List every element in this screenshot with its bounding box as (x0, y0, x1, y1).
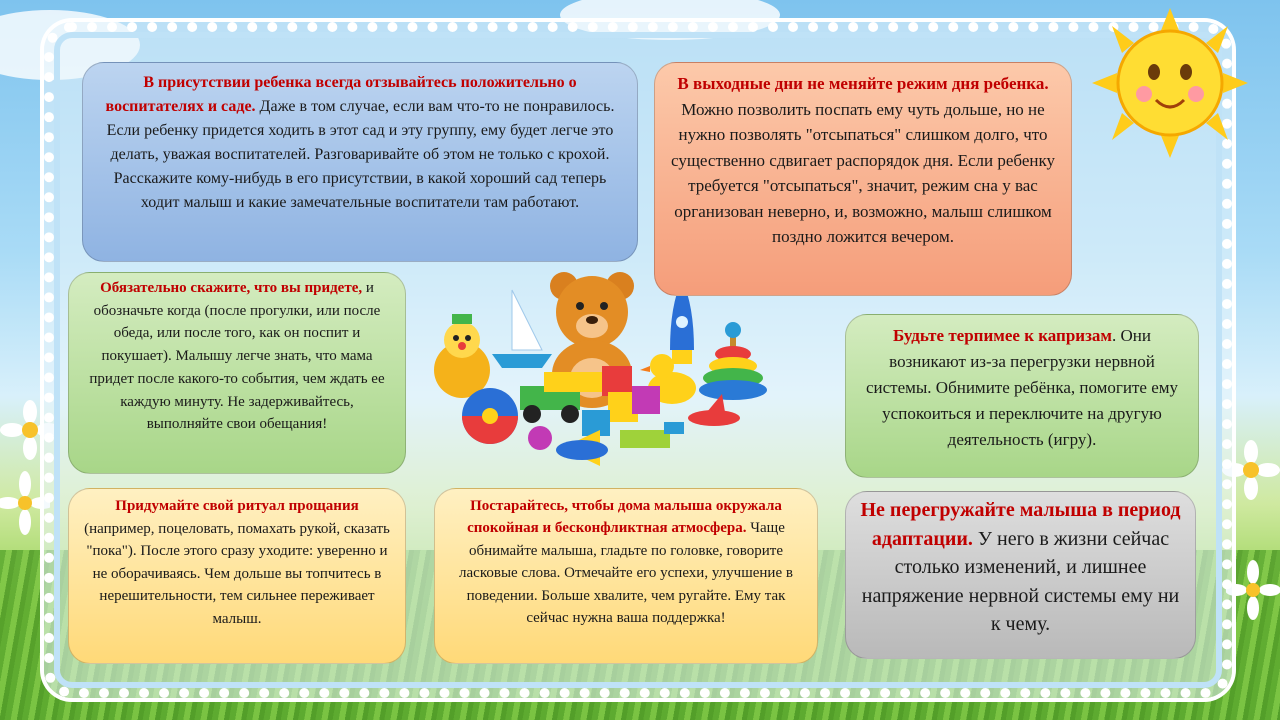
tip-text: . Они возникают из-за перегрузки нервной системы. Обнимите ребёнка, помогите ему успокоиться и переключите на другую деятельность (игру). (865, 326, 1179, 449)
tip-text: У него в жизни сейчас столько изменений, и лишнее напряжение нервной системы ему ни к чему. (861, 527, 1180, 635)
tip-text: (например, поцеловать, помахать рукой, сказать "пока"). После этого сразу уходите: уверенно и не оборачиваясь. Чем дольше вы топчитесь в нерешительности, тем сильнее переживает малыш. (84, 520, 390, 627)
toys-illustration (432, 270, 782, 474)
daisy-icon (1226, 560, 1280, 620)
tip-card-farewell-ritual (68, 488, 406, 664)
tip-heading: Постарайтесь, чтобы дома малыша окружала спокойная и бесконфликтная атмосфера. (467, 498, 782, 537)
tip-heading: Не перегружайте малыша в период адаптации. (860, 499, 1181, 550)
tip-card-positive-about-teachers (82, 62, 638, 262)
tip-heading: Будьте терпимее к капризам (893, 326, 1113, 345)
daisy-icon (0, 470, 50, 540)
tip-heading: Обязательно скажите, что вы придете, (100, 280, 363, 296)
tip-heading: В выходные дни не меняйте режим дня ребенка. (677, 74, 1049, 93)
tip-text: и обозначьте когда (после прогулки, или после обеда, или после того, как он поспит и покушает). Малышу легче знать, что мама придет после какого-то события, чем ждать ее каждую минуту. Не задерживайтесь, выполняйте свои обещания! (89, 280, 385, 433)
tip-text: Даже в том случае, если вам что-то не понравилось. Если ребенку придется ходить в этот сад и эту группу, ему будет легче это делать, уважая воспитателей. Разговаривайте об этом не только с крохой. Расскажите кому-нибудь в его присутствии, в какой хороший сад теперь ходит малыш и какие замечательные воспитатели там работают. (106, 98, 615, 211)
tip-card-weekend-routine (654, 62, 1072, 296)
tip-text: Можно позволить поспать ему чуть дольше, но не нужно позволять "отсыпаться" слишком долго, что существенно сдвигает распорядок дня. Если ребенку требуется "отсыпаться", значит, режим сна у вас организован неверно, и, возможно, малыш слишком поздно ложится вечером. (671, 99, 1055, 246)
tip-card-calm-home (434, 488, 818, 664)
tip-heading: Придумайте свой ритуал прощания (115, 498, 359, 514)
tip-card-promise-return (68, 272, 406, 474)
tip-card-tolerate-whims (845, 314, 1199, 478)
sun-illustration (1082, 8, 1258, 158)
tip-heading: В присутствии ребенка всегда отзывайтесь положительно о воспитателях и саде. (105, 74, 577, 115)
tip-text: Чаще обнимайте малыша, гладьте по головке, говорите ласковые слова. Отмечайте его успехи, улучшение в поведении. Больше хвалите, чем ругайте. Ему так сейчас нужна ваша поддержка! (459, 520, 793, 627)
tip-card-no-overload (845, 491, 1196, 659)
